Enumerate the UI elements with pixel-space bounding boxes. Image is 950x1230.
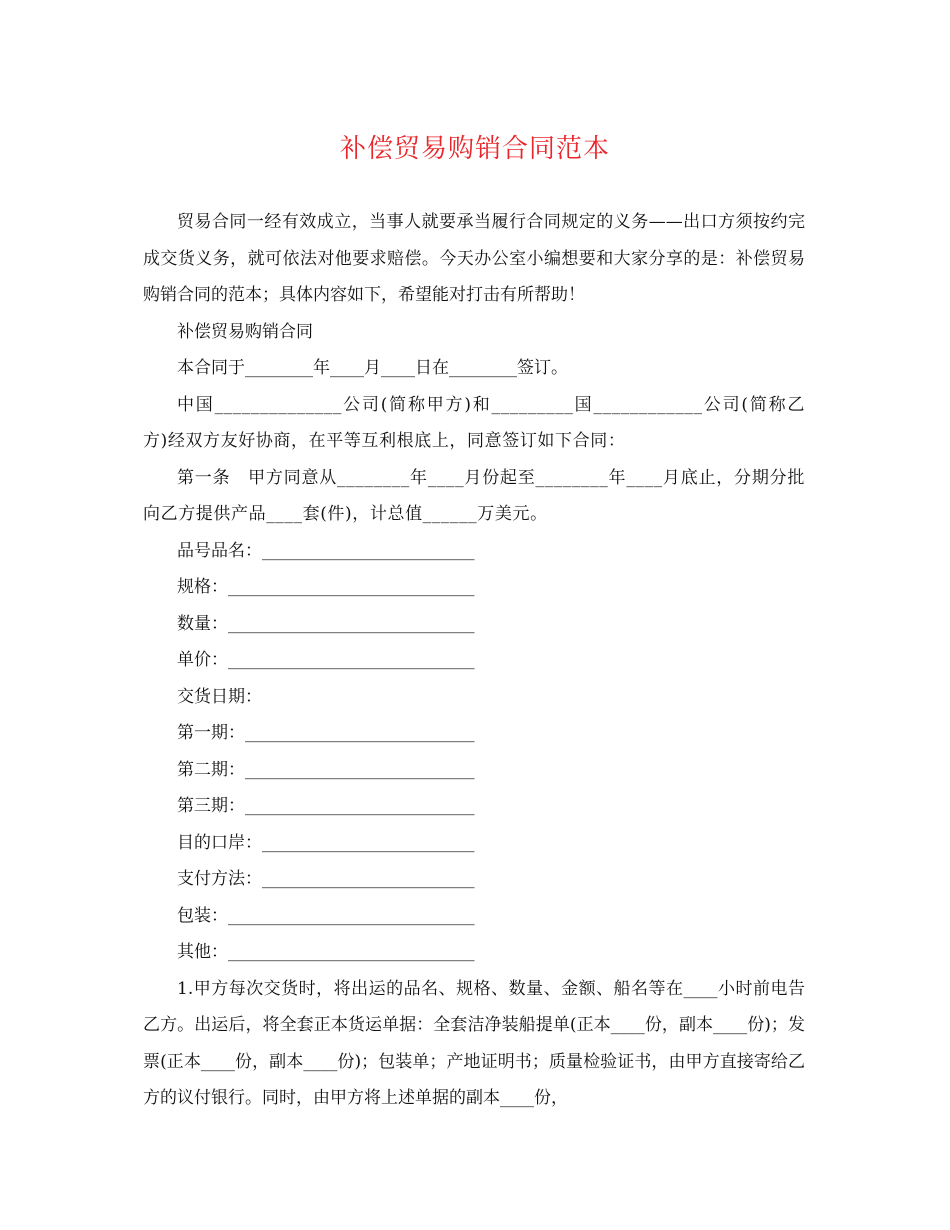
field-specification: 规格：_____________________________ [177, 577, 475, 597]
field-unit-price: 单价：_____________________________ [177, 650, 475, 670]
field-delivery-date: 交货日期： [177, 686, 262, 707]
field-phase-two: 第二期：___________________________ [177, 759, 475, 780]
field-phase-one: 第一期：___________________________ [177, 723, 475, 743]
field-packaging: 包装：_____________________________ [177, 905, 475, 926]
field-phase-three: 第三期：___________________________ [177, 796, 475, 816]
field-payment-method: 支付方法：_________________________ [177, 869, 475, 889]
contract-heading: 补偿贸易购销合同 [177, 321, 313, 342]
field-quantity: 数量：_____________________________ [177, 613, 475, 634]
field-product-name: 品号品名：_________________________ [177, 540, 475, 561]
article-one-paragraph: 第一条 甲方同意从________年____月份起至________年____月底止，分期分批向乙方提供产品____套(件)，计总值______万美元。 [143, 467, 805, 524]
intro-paragraph: 贸易合同一经有效成立，当事人就要承当履行合同规定的义务——出口方须按约完成交货义务，就可依法对他要求赔偿。今天办公室小编想要和大家分享的是：补偿贸易购销合同的范本；具体内容如下，希望能对打击有所帮助！ [143, 212, 805, 305]
document-title: 补偿贸易购销合同范本 [339, 134, 610, 164]
document-body [143, 204, 805, 1117]
field-other: 其他：_____________________________ [177, 942, 475, 962]
field-destination-port: 目的口岸：_________________________ [177, 832, 475, 853]
clause-one-paragraph: 1.甲方每次交货时，将出运的品名、规格、数量、金额、船名等在____小时前电告乙方。出运后，将全套正本货运单据：全套洁净装船提单(正本____份，副本____份)；发票(正本____份，副本____份)；包装单；产地证明书；质量检验证书，由甲方直接寄给乙方的议付银行。同时，由甲方将上述单据的副本____份， [143, 978, 805, 1108]
parties-paragraph: 中国______________公司(简称甲方)和_________国____________公司(简称乙方)经双方友好协商，在平等互利根底上，同意签订如下合同： [143, 394, 805, 451]
signing-date-line: 本合同于________年____月____日在________签订。 [177, 358, 568, 378]
